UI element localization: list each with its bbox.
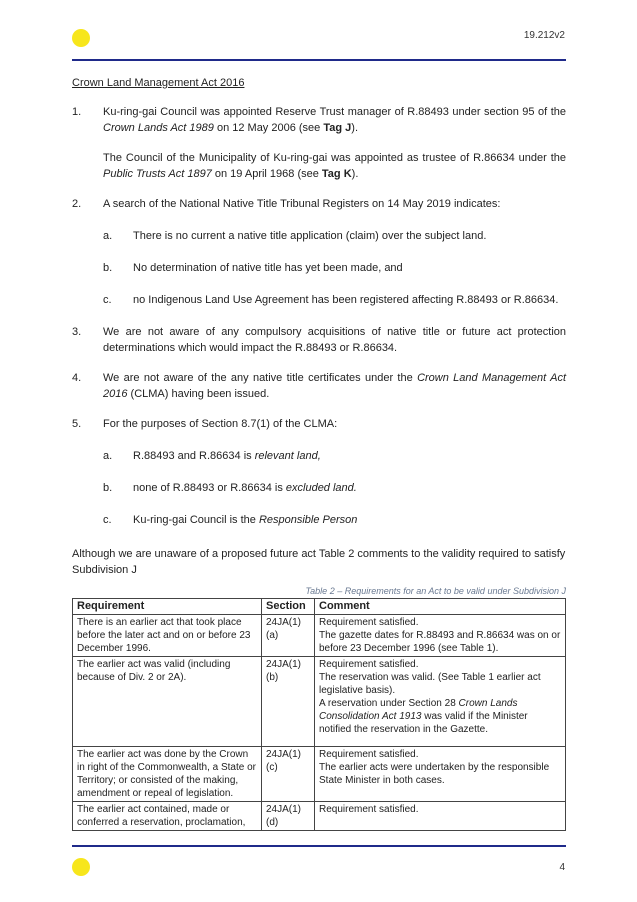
header-rule (72, 59, 566, 61)
section-cell: 24JA(1)(b) (262, 657, 315, 747)
column-header-requirement: Requirement (73, 599, 262, 615)
page-content (72, 76, 566, 831)
comment-cell: Requirement satisfied. The earlier acts were undertaken by the responsible State Minister in both cases. (315, 747, 566, 802)
table-row (73, 657, 566, 747)
list-item-3 (72, 324, 566, 356)
section-cell: 24JA(1)(a) (262, 615, 315, 657)
list-item-4 (72, 370, 566, 402)
list-item-1 (72, 104, 566, 136)
sub-item-2c: c. no Indigenous Land Use Agreement has been registered affecting R.88493 or R.86634. (103, 294, 559, 306)
list-item-5 (72, 416, 566, 432)
sub-item-5b: b. none of R.88493 or R.86634 is excluded land. (103, 482, 357, 494)
item-number: 3. (72, 326, 82, 338)
column-header-section: Section (262, 599, 315, 615)
table-row (73, 802, 566, 831)
table-intro-text: Although we are unaware of a proposed future act Table 2 comments to the validity required to satisfy Subdivision J (72, 548, 566, 576)
requirement-cell: The earlier act was done by the Crown in right of the Commonwealth, a State or Territory; or consisted of the making, amendment or repeal of legislation. (73, 747, 262, 802)
item-text: Ku-ring-gai Council was appointed Reserve Trust manager of R.88493 under section 95 of the Crown Lands Act 1989 on 12 May 2006 (see Tag J). (103, 106, 566, 134)
column-header-comment: Comment (315, 599, 566, 615)
comment-cell: Requirement satisfied. The reservation was valid. (See Table 1 earlier act legislative basis). A reservation under Section 28 Crown Lands Consolidation Act 1913 was valid if the Minister notified the reservation in the Gazette. (315, 657, 566, 747)
requirement-cell: The earlier act was valid (including because of Div. 2 or 2A). (73, 657, 262, 747)
item-text: A search of the National Native Title Tribunal Registers on 14 May 2019 indicates: (103, 198, 501, 210)
table-caption: Table 2 – Requirements for an Act to be valid under Subdivision J (305, 586, 566, 596)
item-1-paragraph-2: The Council of the Municipality of Ku-ring-gai was appointed as trustee of R.86634 under the Public Trusts Act 1897 on 19 April 1968 (see Tag K). (103, 152, 566, 180)
sub-item-5c: c. Ku-ring-gai Council is the Responsible Person (103, 514, 358, 526)
table-header-row (73, 599, 566, 615)
requirement-cell: There is an earlier act that took place before the later act and on or before 23 December 1996. (73, 615, 262, 657)
document-id: 19.212v2 (523, 30, 565, 41)
sub-item-2a: a. There is no current a native title application (claim) over the subject land. (103, 230, 487, 242)
footer-rule (72, 845, 566, 847)
section-heading: Crown Land Management Act 2016 (72, 77, 245, 89)
yellow-dot-logo-bottom (72, 858, 90, 876)
item-number: 2. (72, 198, 82, 210)
table-row (73, 747, 566, 802)
yellow-dot-logo-top (72, 29, 90, 47)
section-cell: 24JA(1)(d) (262, 802, 315, 831)
list-item-2 (72, 196, 566, 212)
item-number: 1. (72, 106, 82, 118)
item-number: 4. (72, 372, 82, 384)
item-text: We are not aware of the any native title certificates under the Crown Land Management Act 2016 (CLMA) having been issued. (103, 372, 566, 400)
requirement-cell: The earlier act contained, made or conferred a reservation, proclamation, (73, 802, 262, 831)
table-row (73, 615, 566, 657)
item-text: For the purposes of Section 8.7(1) of the CLMA: (103, 418, 338, 430)
comment-cell: Requirement satisfied. (315, 802, 566, 831)
comment-cell: Requirement satisfied. The gazette dates for R.88493 and R.86634 was on or before 23 December 1996 (see Table 1). (315, 615, 566, 657)
item-number: 5. (72, 418, 82, 430)
page-number: 4 (559, 862, 565, 873)
item-text: We are not aware of any compulsory acquisitions of native title or future act protection determinations which would impact the R.88493 or R.86634. (103, 326, 566, 354)
sub-item-5a: a. R.88493 and R.86634 is relevant land, (103, 450, 321, 462)
sub-item-2b: b. No determination of native title has yet been made, and (103, 262, 403, 274)
requirements-table (72, 598, 566, 831)
section-cell: 24JA(1)(c) (262, 747, 315, 802)
